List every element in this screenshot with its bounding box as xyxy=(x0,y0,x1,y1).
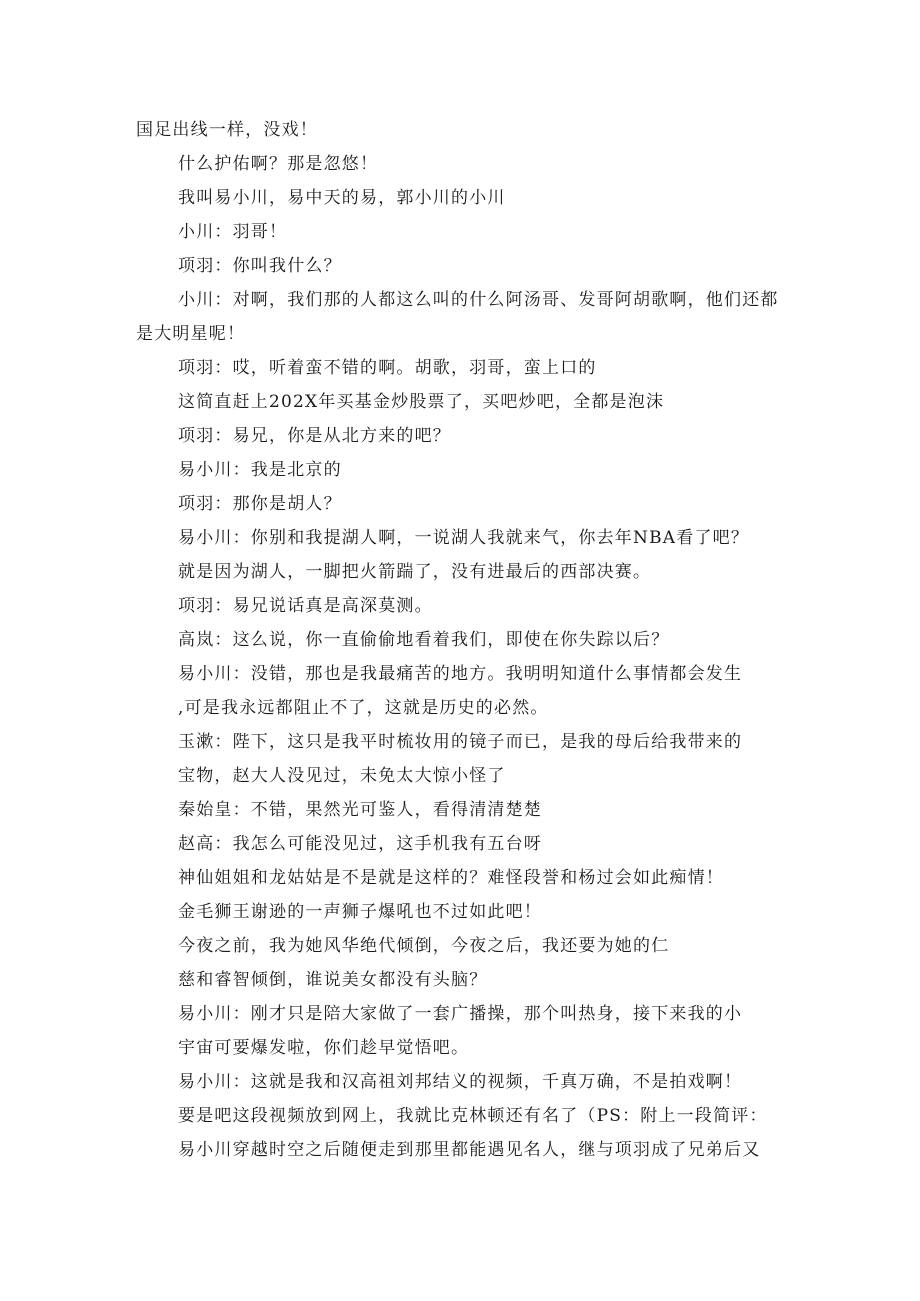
text-line: 小川：对啊，我们那的人都这么叫的什么阿汤哥、发哥阿胡歌啊，他们还都 xyxy=(178,290,779,310)
text-line: 秦始皇：不错，果然光可鉴人，看得清清楚楚 xyxy=(178,800,542,820)
text-line: 易小川：刚才只是陪大家做了一套广播操，那个叫热身，接下来我的小 xyxy=(178,1004,743,1024)
text-line: 玉漱：陛下，这只是我平时梳妆用的镜子而已，是我的母后给我带来的 xyxy=(178,732,743,752)
text-line: 我叫易小川，易中天的易，郭小川的小川 xyxy=(178,188,506,208)
text-line: 宝物，赵大人没见过，未免太大惊小怪了 xyxy=(178,766,506,786)
text-line: 高岚：这么说，你一直偷偷地看着我们，即使在你失踪以后？ xyxy=(178,630,670,650)
text-line: 是大明星呢！ xyxy=(136,324,246,344)
text-line: 项羽：易兄说话真是高深莫测。 xyxy=(178,596,433,616)
text-line: 慈和睿智倾倒，谁说美女都没有头脑？ xyxy=(178,970,488,990)
text-line: 什么护佑啊？那是忽悠！ xyxy=(178,154,379,174)
text-line: 国足出线一样，没戏！ xyxy=(136,120,318,140)
text-line: 易小川：你别和我提湖人啊，一说湖人我就来气，你去年NBA看了吧？ xyxy=(178,528,750,548)
text-line: 易小川：这就是我和汉高祖刘邦结义的视频，千真万确，不是拍戏啊！ xyxy=(178,1072,743,1092)
text-line: 就是因为湖人，一脚把火箭踹了，没有进最后的西部决赛。 xyxy=(178,562,652,582)
text-line: 易小川：没错，那也是我最痛苦的地方。我明明知道什么事情都会发生 xyxy=(178,664,743,684)
text-line: 要是吧这段视频放到网上，我就比克林顿还有名了（PS：附上一段简评： xyxy=(178,1106,768,1126)
text-line: 今夜之前，我为她风华绝代倾倒，今夜之后，我还要为她的仁 xyxy=(178,936,670,956)
text-line: 小川：羽哥！ xyxy=(178,222,288,242)
text-line: 易小川：我是北京的 xyxy=(178,460,342,480)
text-line: 这简直赶上202X年买基金炒股票了，买吧炒吧，全都是泡沫 xyxy=(178,392,665,412)
text-line: 项羽：那你是胡人？ xyxy=(178,494,342,514)
text-line: 项羽：易兄，你是从北方来的吧？ xyxy=(178,426,451,446)
text-line: 项羽：哎，听着蛮不错的啊。胡歌，羽哥，蛮上口的 xyxy=(178,358,597,378)
text-line: 项羽：你叫我什么？ xyxy=(178,256,342,276)
document-body xyxy=(0,113,920,1167)
text-line: 神仙姐姐和龙姑姑是不是就是这样的？难怪段誉和杨过会如此痴情！ xyxy=(178,868,724,888)
text-line: ,可是我永远都阻止不了，这就是历史的必然。 xyxy=(178,698,549,718)
text-line: 宇宙可要爆发啦，你们趁早觉悟吧。 xyxy=(178,1038,470,1058)
text-line: 赵高：我怎么可能没见过，这手机我有五台呀 xyxy=(178,834,542,854)
text-line: 易小川穿越时空之后随便走到那里都能遇见名人，继与项羽成了兄弟后又 xyxy=(178,1140,761,1160)
text-line: 金毛狮王谢逊的一声狮子爆吼也不过如此吧！ xyxy=(178,902,542,922)
